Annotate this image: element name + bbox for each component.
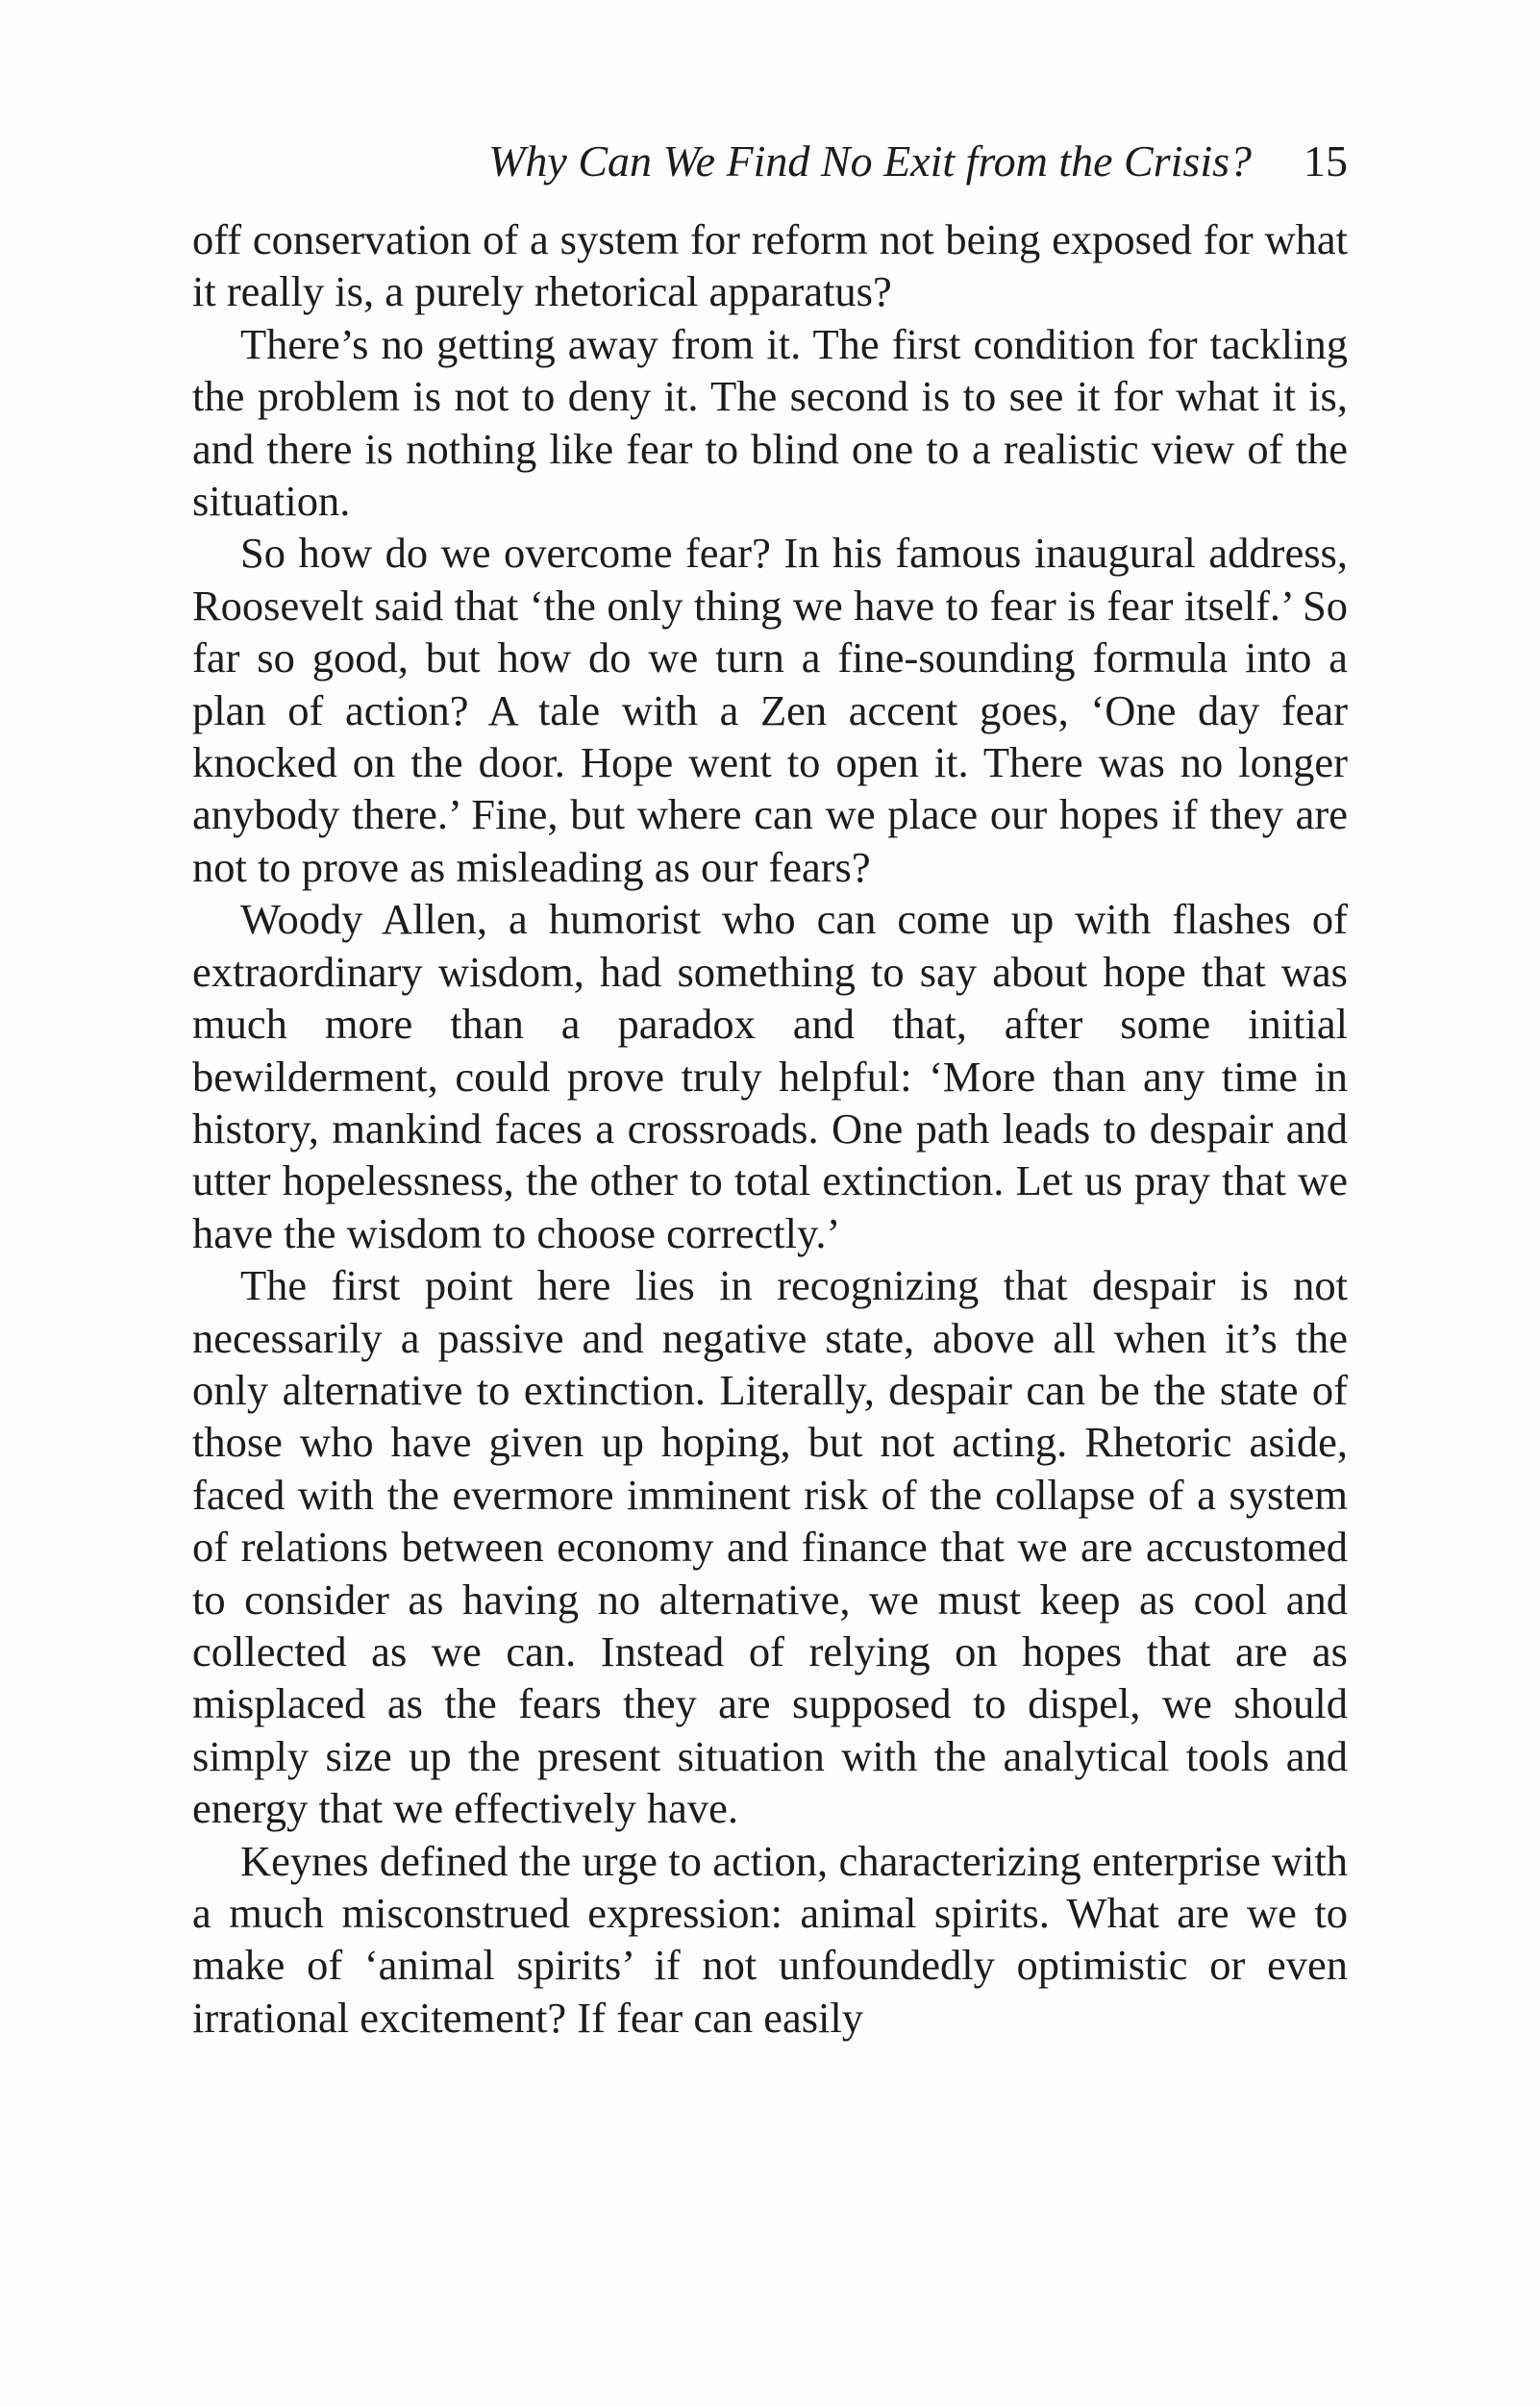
running-head-title: Why Can We Find No Exit from the Crisis? [488,136,1252,186]
body-text [192,213,1348,2044]
page-number: 15 [1304,136,1348,186]
paragraph: Keynes defined the urge to action, characterizing enterprise with a much misconstrued expression: animal spirits. What are we to make of ‘animal spirits’ if not unfoundedly optimistic or even irrational excitement? If fear can easily [192,1836,1348,2042]
paragraph: There’s no getting away from it. The first condition for tackling the problem is not to deny it. The second is to see it for what it is, and there is nothing like fear to blind one to a realistic view of the situation. [192,319,1348,526]
running-head [192,123,1348,200]
paragraph-continuation: off conservation of a system for reform not being exposed for what it really is, a purely rhetorical apparatus? [192,215,1348,316]
paragraph: The first point here lies in recognizing that despair is not necessarily a passive and negative state, above all when it’s the only alternative to extinction. Literally, despair can be the state of those who have given up hoping, but not acting. Rhetoric aside, faced with the evermore imminent risk of the collapse of a system of relations between economy and finance that we are accustomed to consider as having no alternative, we must keep as cool and collected as we can. Instead of relying on hopes that are as misplaced as the fears they are supposed to dispel, we should simply size up the present situation with the analytical tools and energy that we effectively have. [192,1261,1348,1833]
paragraph: So how do we overcome fear? In his famous inaugural address, Roosevelt said that ‘the only thing we have to fear is fear itself.’ So far so good, but how do we turn a fine-sounding formula into a plan of action? A tale with a Zen accent goes, ‘One day fear knocked on the door. Hope went to open it. There was no longer anybody there.’ Fine, but where can we place our hopes if they are not to prove as misleading as our fears? [192,529,1348,891]
paragraph: Woody Allen, a humorist who can come up with flashes of extraordinary wisdom, had something to say about hope that was much more than a paradox and that, after some initial bewilderment, could prove truly helpful: ‘More than any time in history, mankind faces a crossroads. One path leads to despair and utter hopelessness, the other to total extinction. Let us pray that we have the wisdom to choose correctly.’ [192,895,1348,1257]
